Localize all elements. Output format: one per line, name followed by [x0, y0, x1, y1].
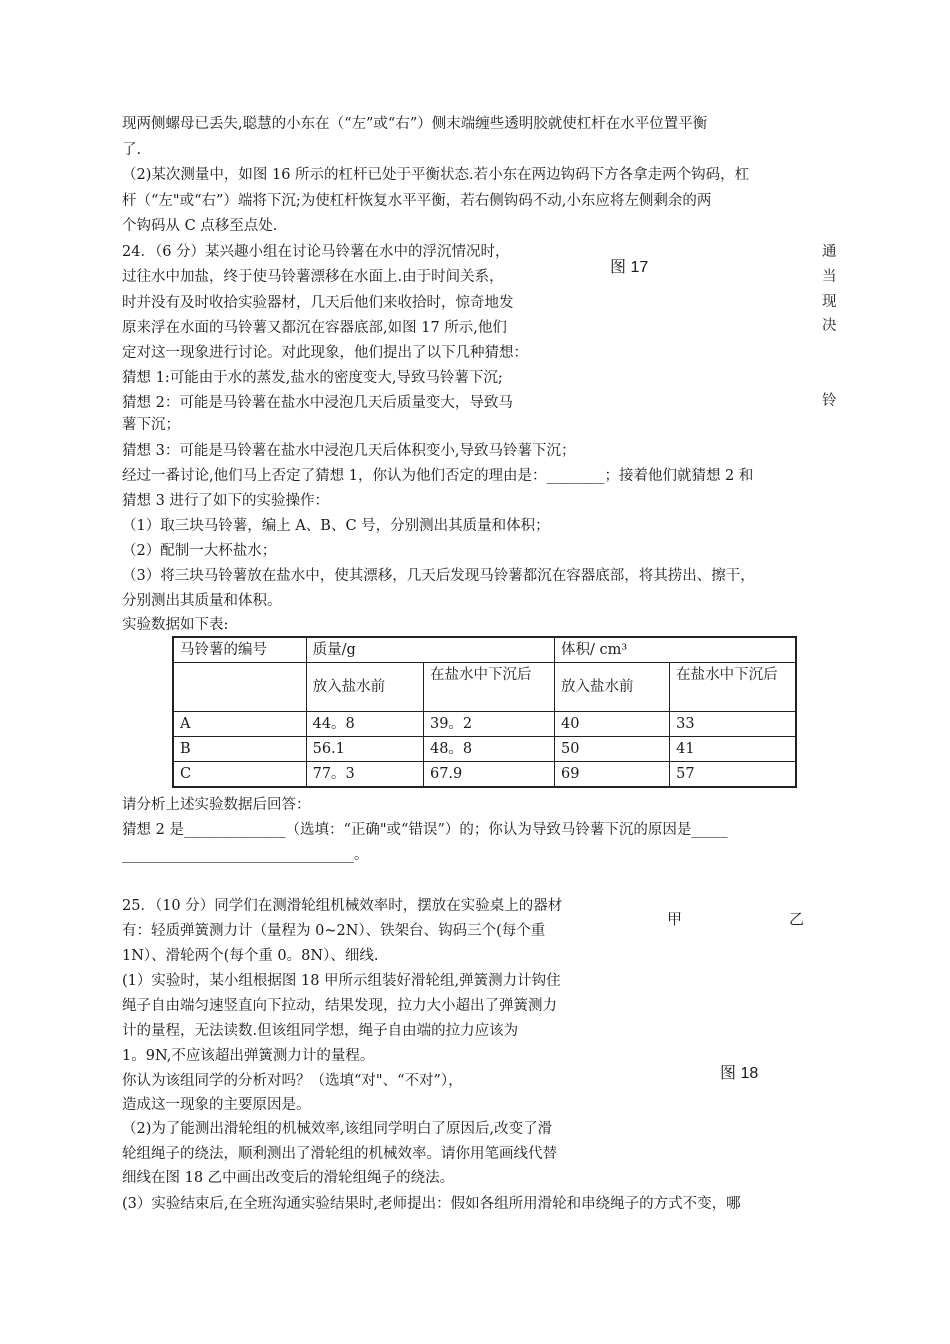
- table-cell: C: [173, 762, 306, 788]
- text-line: 个钩码从 C 点移至点处.: [122, 218, 278, 234]
- q24-line: 定对这一现象进行讨论。对此现象，他们提出了以下几种猜想：: [122, 345, 528, 361]
- table-cell: B: [173, 737, 306, 762]
- q24-line: （2）配制一大杯盐水；: [122, 543, 277, 559]
- q25-line: 细线在图 18 乙中画出改变后的滑轮组绳子的绕法。: [122, 1170, 455, 1186]
- q24-line: ________________________________。: [122, 847, 369, 863]
- q24-line: 原来浮在水面的马铃薯又都沉在容器底部,如图 17 所示,他们: [122, 320, 507, 336]
- table-header-id: 马铃薯的编号: [173, 637, 306, 663]
- table-cell: 57: [670, 762, 796, 788]
- q24-line: （1）取三块马铃薯，编上 A、B、C 号，分别测出其质量和体积；: [122, 518, 550, 534]
- table-header-vol-after: 在盐水中下沉后: [670, 663, 796, 712]
- table-row: [173, 712, 796, 737]
- q25-line: (3）实验结束后,在全班沟通实验结果时,老师提出：假如各组所用滑轮和串绕绳子的方式不变，哪: [122, 1196, 741, 1212]
- q25-line: （2)为了能测出滑轮组的机械效率,该组同学明白了原因后,改变了滑: [122, 1121, 553, 1137]
- q25-line: 1N）、滑轮两个(每个重 0。8N）、细线.: [122, 948, 379, 964]
- figure-18-label-jia: 甲: [667, 911, 683, 928]
- side-char: 通: [822, 244, 837, 260]
- text-line: （2)某次测量中，如图 16 所示的杠杆已处于平衡状态.若小东在两边钩码下方各拿走两个钩码，杠: [122, 167, 750, 183]
- table-cell: 48。8: [423, 737, 554, 762]
- table-row: [173, 737, 796, 762]
- table-cell: 56.1: [306, 737, 423, 762]
- table-header-volume: 体积/ cm³: [555, 637, 796, 663]
- figure-18-label: 图 18: [720, 1065, 759, 1082]
- q24-line: 猜想 1:可能由于水的蒸发,盐水的密度变大,导致马铃薯下沉;: [122, 370, 503, 386]
- q24-line: 猜想 2 是______________（选填：“正确"或“错误”）的；你认为导致马铃薯下沉的原因是_____: [122, 822, 728, 838]
- q24-line: 过往水中加盐，终于使马铃薯漂移在水面上.由于时间关系，: [122, 269, 504, 285]
- table-cell: 77。3: [306, 762, 423, 788]
- q24-line: 经过一番讨论,他们马上否定了猜想 1，你认为他们否定的理由是：________；接着他们就猜想 2 和: [122, 468, 754, 484]
- q25-line: 轮组绳子的绕法，顺利测出了滑轮组的机械效率。请你用笔画线代替: [122, 1146, 557, 1162]
- q24-line: 请分析上述实验数据后回答：: [122, 797, 311, 813]
- q25-line: 计的量程，无法读数.但该组同学想，绳子自由端的拉力应该为: [122, 1023, 519, 1039]
- q24-line: 薯下沉；: [122, 417, 180, 433]
- table-cell: A: [173, 712, 306, 737]
- q24-line: 猜想 3 进行了如下的实验操作：: [122, 493, 329, 509]
- q24-line: 24．（6 分）某兴趣小组在讨论马铃薯在水中的浮沉情况时，: [122, 244, 510, 260]
- q25-line: 绳子自由端匀速竖直向下拉动，结果发现，拉力大小超出了弹簧测力: [122, 998, 557, 1014]
- table-cell: 67.9: [423, 762, 554, 788]
- table-cell: 50: [555, 737, 670, 762]
- q25-line: 1。9N,不应该超出弹簧测力计的量程。: [122, 1048, 375, 1064]
- q25-line: 25．（10 分）同学们在测滑轮组机械效率时，摆放在实验桌上的器材: [122, 898, 563, 914]
- q24-line: 猜想 2：可能是马铃薯在盐水中浸泡几天后质量变大，导致马: [122, 395, 513, 411]
- q24-line: （3）将三块马铃薯放在盐水中，使其漂移，几天后发现马铃薯都沉在容器底部，将其捞出、擦干，: [122, 568, 755, 584]
- table-cell: 44。8: [306, 712, 423, 737]
- text-line: 杆（“左"或“右”）端将下沉;为使杠杆恢复水平平衡，若右侧钩码不动,小东应将左侧剩余的两: [122, 193, 712, 209]
- experiment-data-table: [172, 636, 797, 788]
- q24-line: 猜想 3：可能是马铃薯在盐水中浸泡几天后体积变小,导致马铃薯下沉；: [122, 443, 576, 459]
- q24-line: 时并没有及时收拾实验器材，几天后他们来收拾时，惊奇地发: [122, 295, 514, 311]
- text-line: 了.: [122, 142, 142, 158]
- q25-line: 有：轻质弹簧测力计（量程为 0~2N）、铁架台、钩码三个(每个重: [122, 923, 546, 939]
- table-header-mass-before: 放入盐水前: [306, 663, 423, 712]
- figure-18-label-yi: 乙: [789, 911, 805, 928]
- table-header-mass-after: 在盐水中下沉后: [423, 663, 554, 712]
- q25-line: (1）实验时，某小组根据图 18 甲所示组装好滑轮组,弹簧测力计钩住: [122, 973, 561, 989]
- text-line: 现两侧螺母已丢失,聪慧的小东在（“左”或“右”）侧末端缠些透明胶就使杠杆在水平位置平衡: [122, 116, 708, 132]
- table-cell: 40: [555, 712, 670, 737]
- table-cell-empty: [173, 663, 306, 712]
- table-cell: 41: [670, 737, 796, 762]
- table-row: [173, 762, 796, 788]
- q24-line: 实验数据如下表:: [122, 617, 229, 633]
- table-cell: 39。2: [423, 712, 554, 737]
- side-char: 决: [822, 318, 837, 334]
- side-char: 当: [822, 269, 837, 285]
- figure-17-label: 图 17: [610, 259, 649, 276]
- q25-line: 造成这一现象的主要原因是。: [122, 1097, 311, 1113]
- table-header-mass: 质量/g: [306, 637, 554, 663]
- q25-line: 你认为该组同学的分析对吗？（选填“对"、“不对”），: [122, 1073, 463, 1089]
- side-char: 铃: [822, 393, 837, 409]
- side-char: 现: [822, 294, 837, 310]
- table-header-vol-before: 放入盐水前: [555, 663, 670, 712]
- table-cell: 33: [670, 712, 796, 737]
- q24-line: 分别测出其质量和体积。: [122, 593, 282, 609]
- table-cell: 69: [555, 762, 670, 788]
